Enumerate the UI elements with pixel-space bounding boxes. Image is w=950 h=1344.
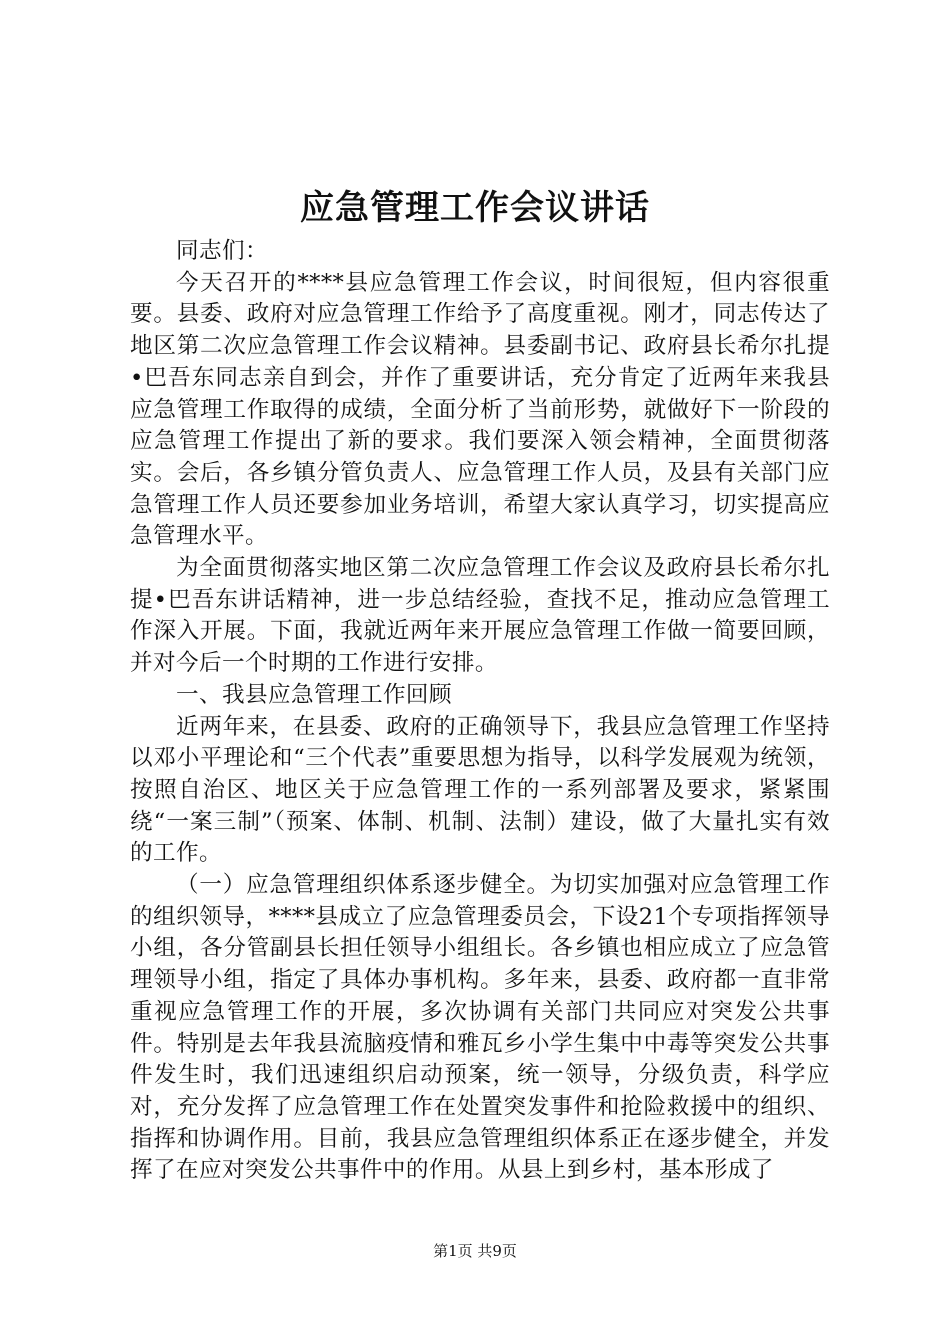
body-paragraph: 为全面贯彻落实地区第二次应急管理工作会议及政府县长希尔扎提•巴吾东讲话精神，进一步总结经验，查找不足，推动应急管理工作深入开展。下面，我就近两年来开展应急管理工作做一简要回顾，并对今后一个时期的工作进行安排。 — [130, 555, 830, 677]
body-paragraph: 近两年来，在县委、政府的正确领导下，我县应急管理工作坚持以邓小平理论和“三个代表”重要思想为指导，以科学发展观为统领，按照自治区、地区关于应急管理工作的一系列部署及要求，紧紧围绕“一案三制”（预案、体制、机制、法制）建设，做了大量扎实有效的工作。 — [130, 713, 830, 867]
section-heading: 一、我县应急管理工作回顾 — [176, 681, 452, 708]
body-paragraph: 今天召开的****县应急管理工作会议，时间很短，但内容很重要。县委、政府对应急管理工作给予了高度重视。刚才，同志传达了地区第二次应急管理工作会议精神。县委副书记、政府县长希尔扎提•巴吾东同志亲自到会，并作了重要讲话，充分肯定了近两年来我县应急管理工作取得的成绩，全面分析了当前形势，就做好下一阶段的应急管理工作提出了新的要求。我们要深入领会精神，全面贯彻落实。会后，各乡镇分管负责人、应急管理工作人员，及县有关部门应急管理工作人员还要参加业务培训，希望大家认真学习，切实提高应急管理水平。 — [130, 269, 830, 550]
document-title: 应急管理工作会议讲话 — [300, 188, 650, 228]
page-number-footer: 第1页 共9页 — [433, 1242, 517, 1260]
salutation-paragraph: 同志们： — [176, 238, 268, 264]
body-paragraph: （一）应急管理组织体系逐步健全。为切实加强对应急管理工作的组织领导，****县成立了应急管理委员会，下设21个专项指挥领导小组，各分管副县长担任领导小组组长。各乡镇也相应成立了应急管理领导小组，指定了具体办事机构。多年来，县委、政府都一直非常重视应急管理工作的开展，多次协调有关部门共同应对突发公共事件。特别是去年我县流脑疫情和雅瓦乡小学生集中中毒等突发公共事件发生时，我们迅速组织启动预案，统一领导，分级负责，科学应对，充分发挥了应急管理工作在处置突发事件和抢险救援中的组织、指挥和协调作用。目前，我县应急管理组织体系正在逐步健全，并发挥了在应对突发公共事件中的作用。从县上到乡村，基本形成了 — [130, 872, 830, 1184]
document-body — [130, 236, 830, 1187]
